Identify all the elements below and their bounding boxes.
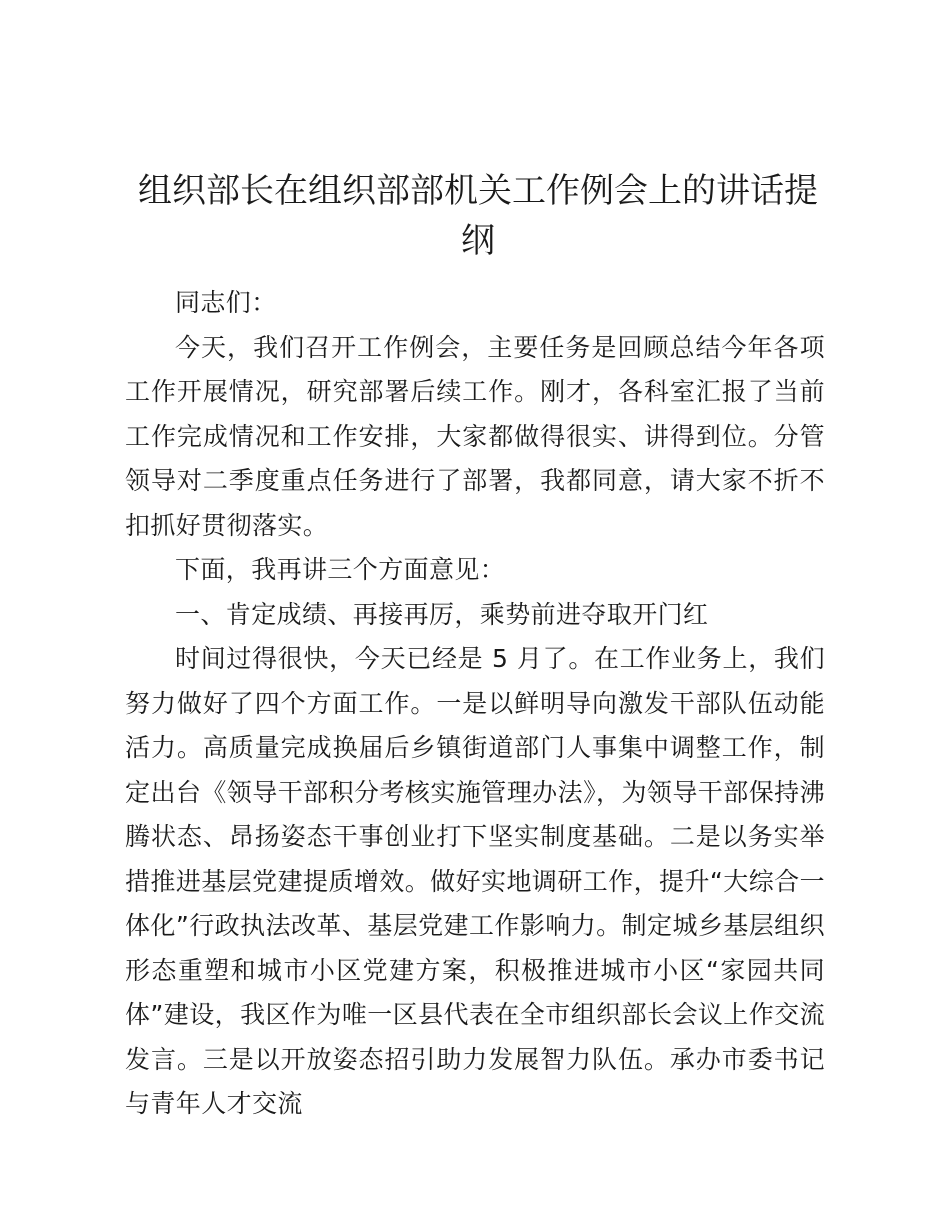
- document-body: [125, 281, 825, 1127]
- paragraph-outline-intro: 下面，我再讲三个方面意见：: [175, 555, 506, 584]
- paragraph-salutation: 同志们：: [175, 288, 277, 317]
- document-title: 组织部长在组织部部机关工作例会上的讲话提纲: [138, 171, 818, 261]
- section-heading-1: 一、肯定成绩、再接再厉，乘势前进夺取开门红: [175, 599, 709, 629]
- paragraph-section-1-body: 时间过得很快，今天已经是 5 月了。在工作业务上，我们努力做好了四个方面工作。一是以鲜明导向激发干部队伍动能活力。高质量完成换届后乡镇街道部门人事集中调整工作，制定出台《领导干部积分考核实施管理办法》，为领导干部保持沸腾状态、昂扬姿态干事创业打下坚实制度基础。二是以务实举措推进基层党建提质增效。做好实地调研工作，提升“大综合一体化”行政执法改革、基层党建工作影响力。制定城乡基层组织形态重塑和城市小区党建方案，积极推进城市小区“家园共同体”建设，我区作为唯一区县代表在全市组织部长会议上作交流发言。三是以开放姿态招引助力发展智力队伍。承办市委书记与青年人才交流: [125, 644, 825, 1118]
- paragraph-opening: 今天，我们召开工作例会，主要任务是回顾总结今年各项工作开展情况，研究部署后续工作。刚才，各科室汇报了当前工作完成情况和工作安排，大家都做得很实、讲得到位。分管领导对二季度重点任务进行了部署，我都同意，请大家不折不扣抓好贯彻落实。: [125, 332, 825, 540]
